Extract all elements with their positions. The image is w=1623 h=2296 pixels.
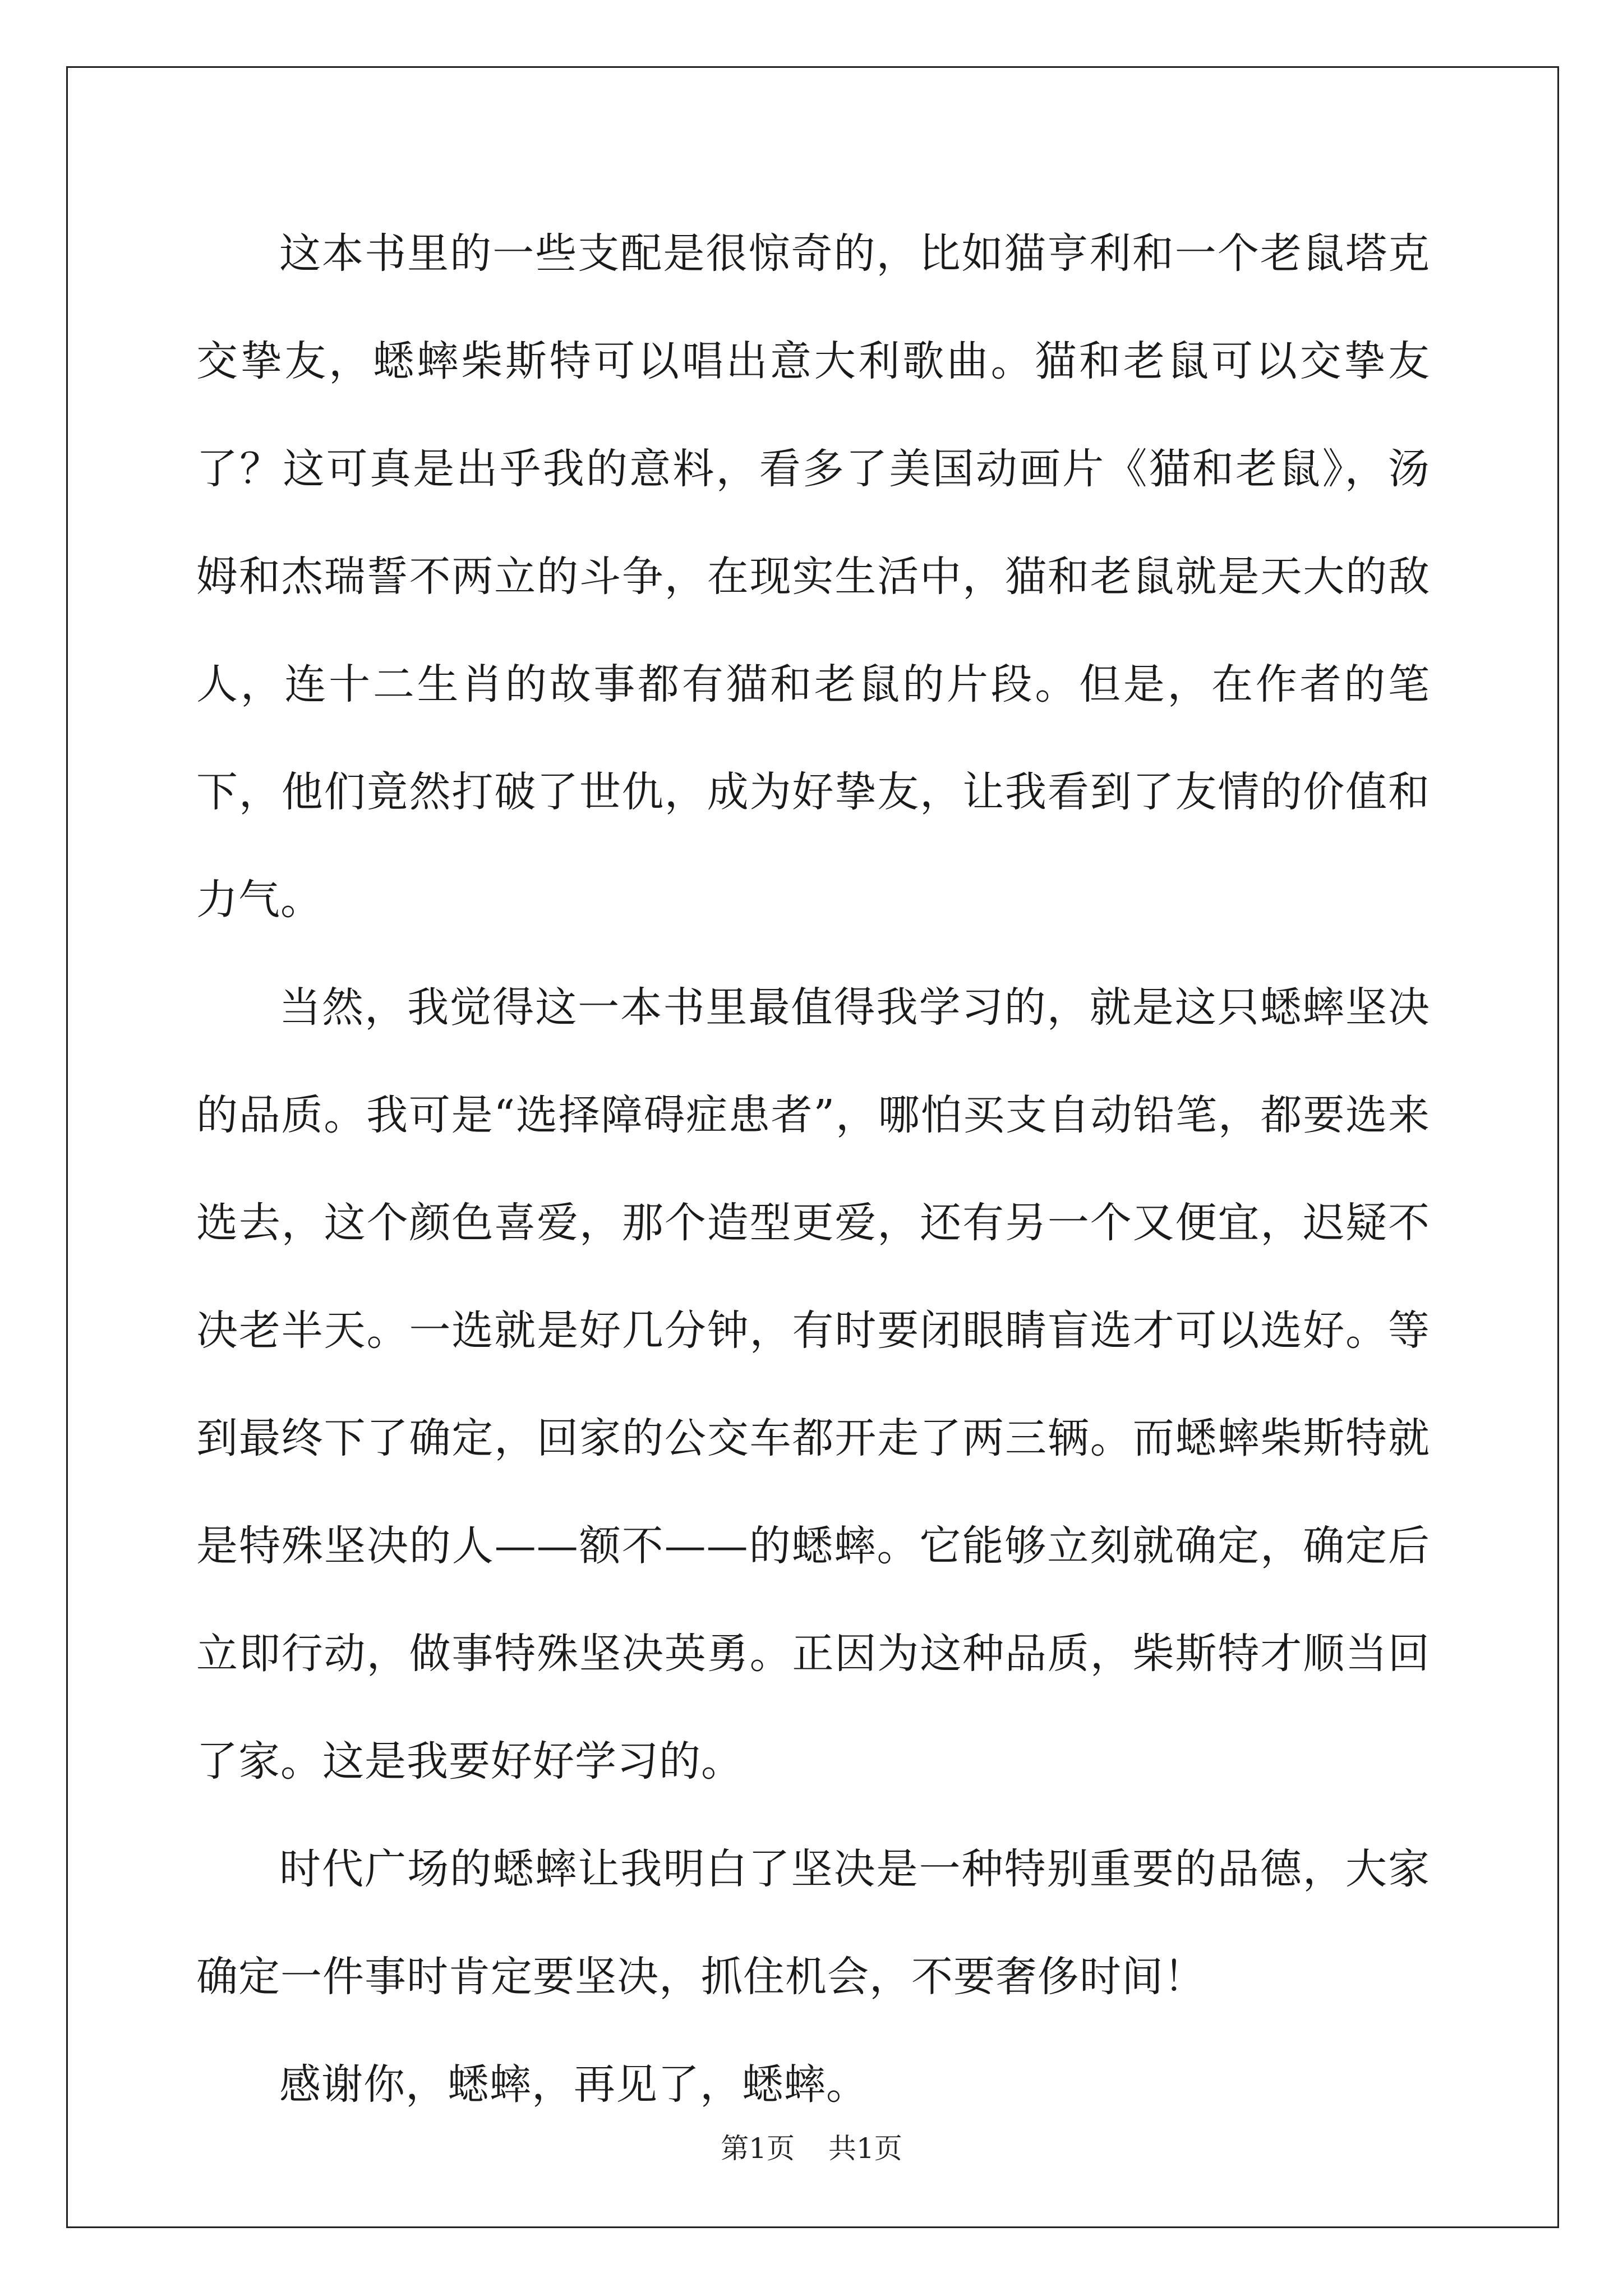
document-body <box>196 200 1430 2138</box>
paragraph-1: 这本书里的一些支配是很惊奇的，比如猫亨利和一个老鼠塔克交挚友，蟋蟀柴斯特可以唱出意大利歌曲。猫和老鼠可以交挚友了？这可真是出乎我的意料，看多了美国动画片《猫和老鼠》，汤姆和杰瑞誓不两立的斗争，在现实生活中，猫和老鼠就是天大的敌人，连十二生肖的故事都有猫和老鼠的片段。但是，在作者的笔下，他们竟然打破了世仇，成为好挚友，让我看到了友情的价值和力气。 <box>196 229 1430 924</box>
page-number-current: 第1页 <box>721 2132 795 2165</box>
paragraph-3: 时代广场的蟋蟀让我明白了坚决是一种特别重要的品德，大家确定一件事时肯定要坚决，抓住机会，不要奢侈时间！ <box>196 1845 1430 2001</box>
paragraph-2: 当然，我觉得这一本书里最值得我学习的，就是这只蟋蟀坚决的品质。我可是“选择障碍症患者”，哪怕买支自动铅笔，都要选来选去，这个颜色喜爱，那个造型更爱，还有另一个又便宜，迟疑不决老半天。一选就是好几分钟，有时要闭眼睛盲选才可以选好。等到最终下了确定，回家的公交车都开走了两三辆。而蟋蟀柴斯特就是特殊坚决的人——额不——的蟋蟀。它能够立刻就确定，确定后立即行动，做事特殊坚决英勇。正因为这种品质，柴斯特才顺当回了家。这是我要好好学习的。 <box>196 983 1430 1786</box>
page-footer <box>0 2132 1623 2165</box>
paragraph-4: 感谢你，蟋蟀，再见了，蟋蟀。 <box>279 2060 868 2109</box>
page-number-total: 共1页 <box>828 2132 902 2165</box>
